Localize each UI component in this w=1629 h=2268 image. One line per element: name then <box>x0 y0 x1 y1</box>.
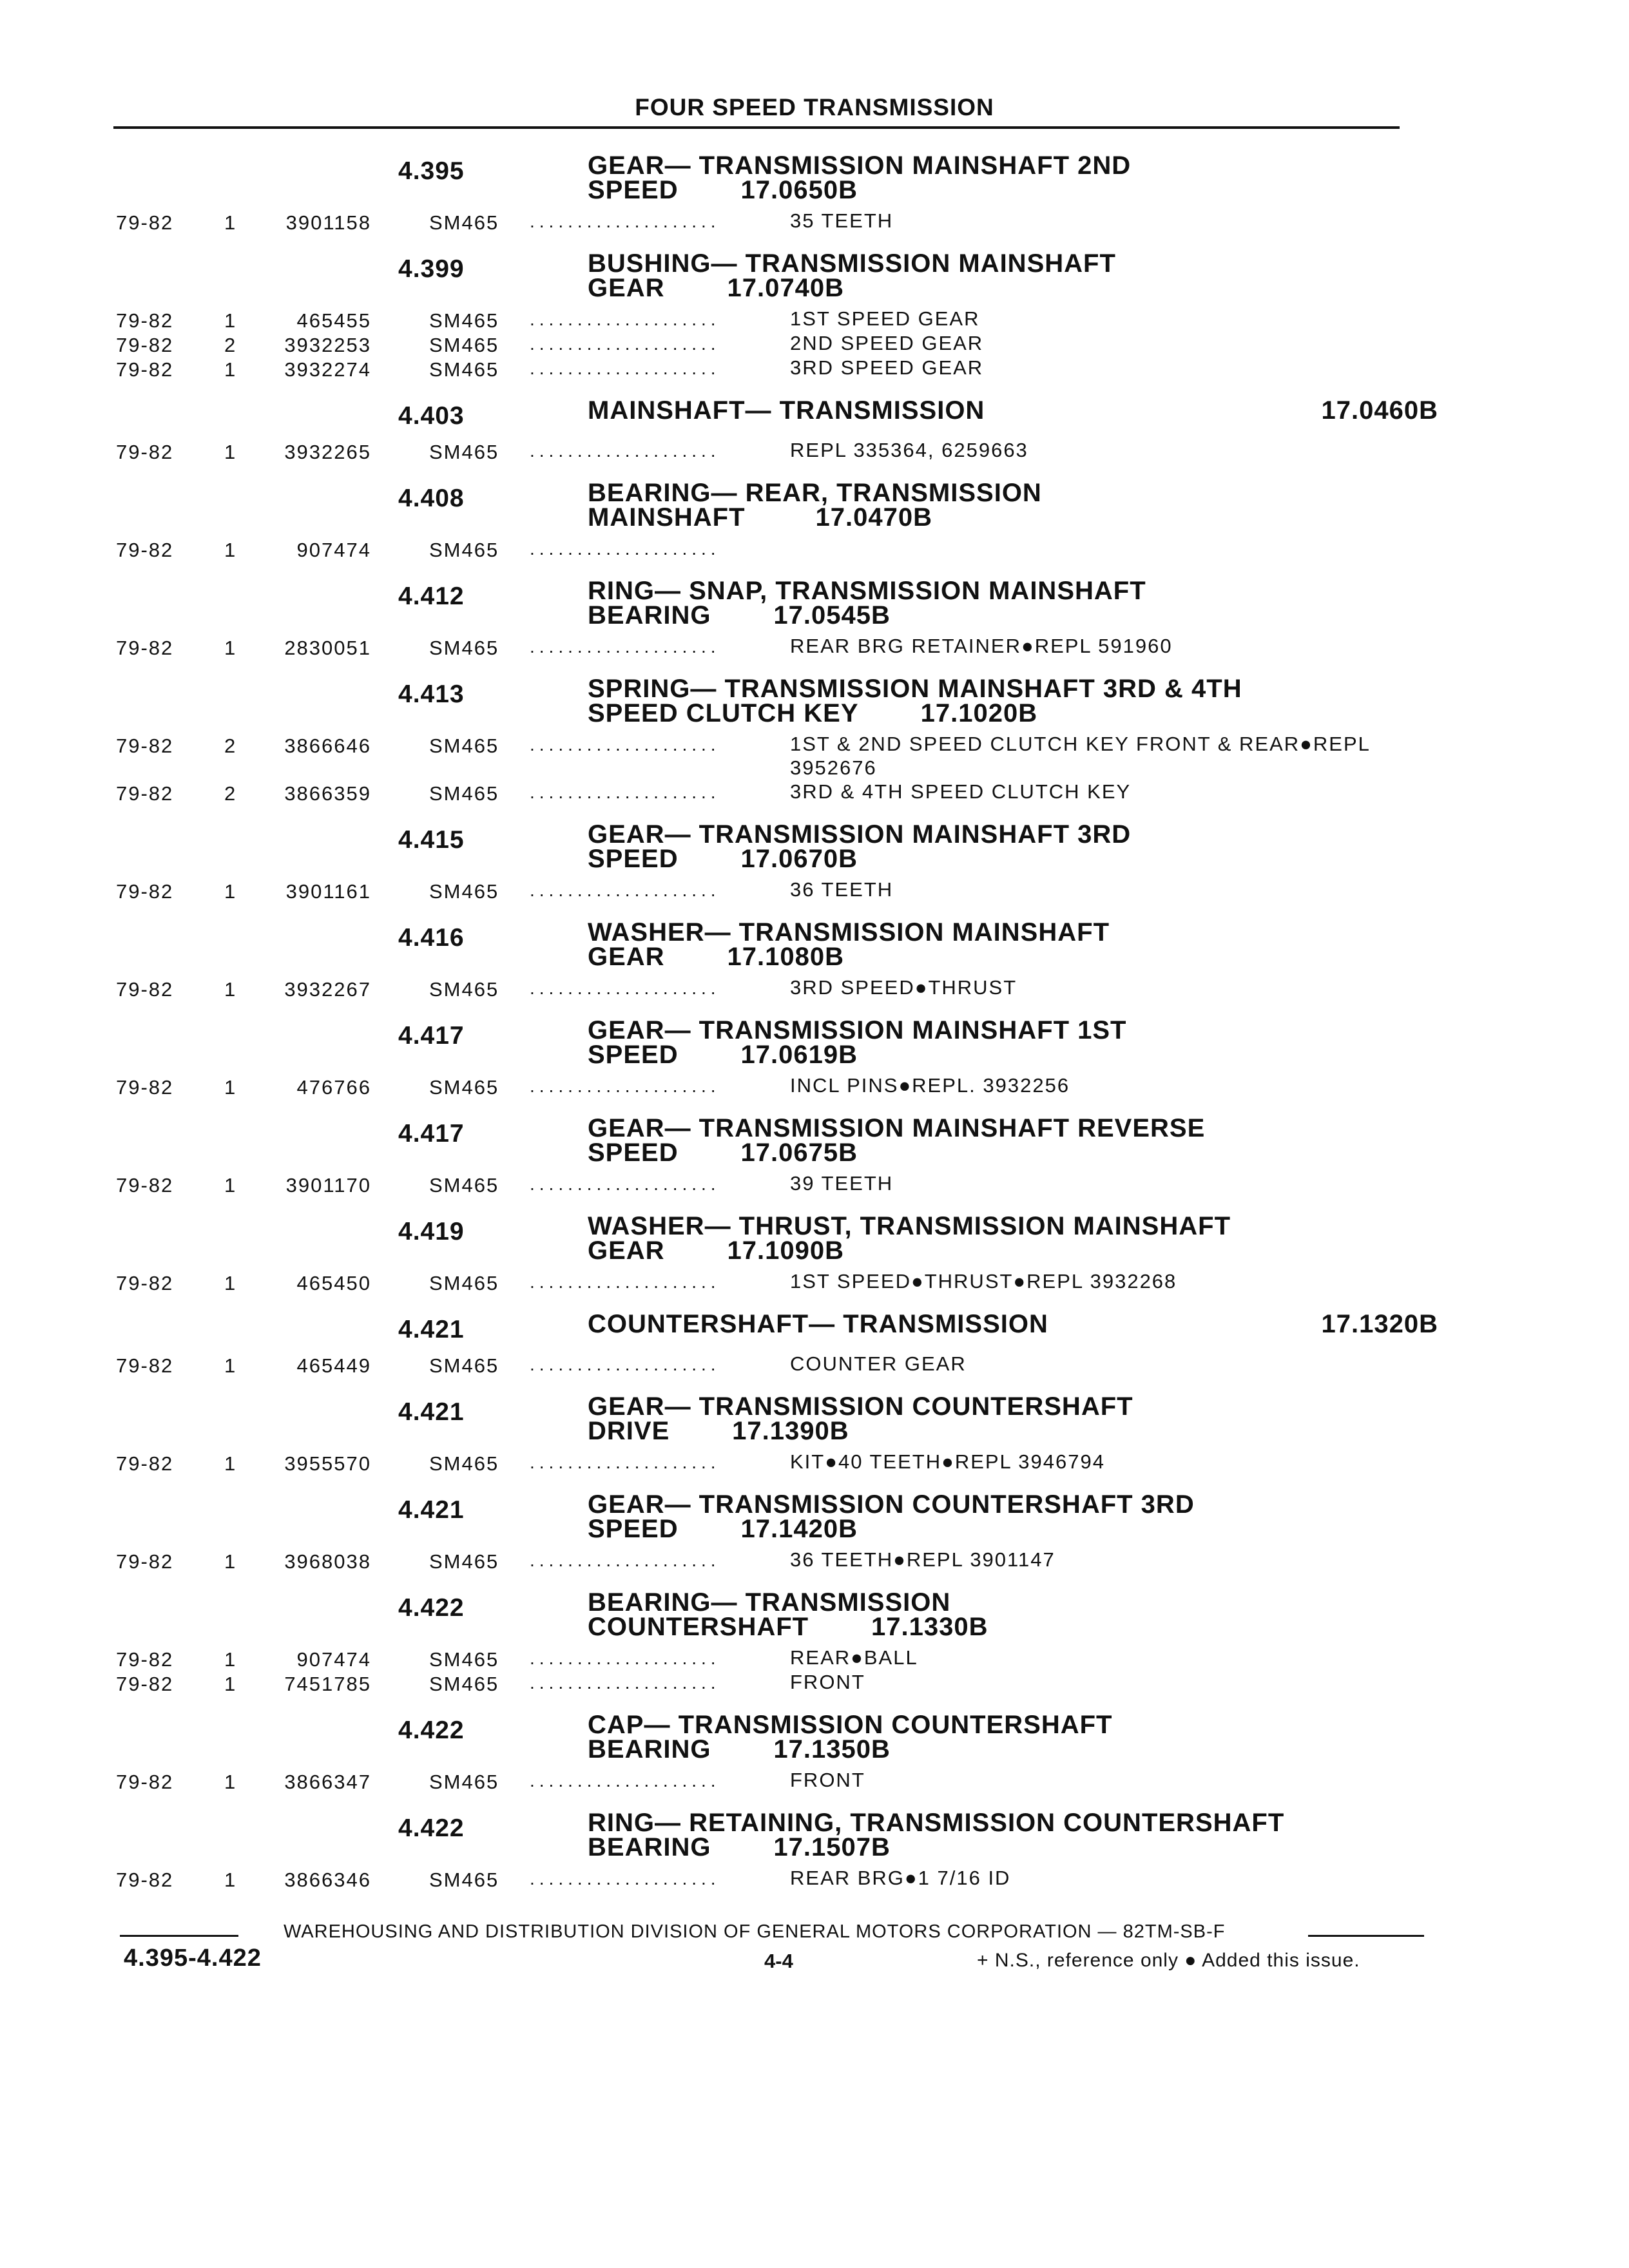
description-line: BEARING 17.0545B <box>588 601 891 629</box>
description-line: SPRING— TRANSMISSION MAINSHAFT 3RD & 4TH <box>588 675 1242 703</box>
model-years: 79-82 <box>116 1648 174 1671</box>
part-group <box>0 579 1629 677</box>
quantity: 1 <box>224 1076 237 1099</box>
group-ref-number: 4.421 <box>398 1496 465 1524</box>
group-description <box>588 398 1438 423</box>
part-group <box>0 398 1629 481</box>
group-description <box>588 1116 1438 1165</box>
model-years: 79-82 <box>116 334 174 356</box>
part-group <box>0 1018 1629 1116</box>
model-years: 79-82 <box>116 978 174 1001</box>
group-description <box>588 579 1438 628</box>
group-ref-number: 4.422 <box>398 1594 465 1622</box>
transmission-model: SM465 <box>429 978 499 1001</box>
part-note: REPL 335364, 6259663 <box>790 439 1028 461</box>
quantity: 1 <box>224 539 237 561</box>
quantity: 1 <box>224 1272 237 1294</box>
description-line: BUSHING— TRANSMISSION MAINSHAFT <box>588 249 1116 278</box>
footer-range: 4.395-4.422 <box>124 1945 262 1972</box>
model-years: 79-82 <box>116 1174 174 1196</box>
quantity: 1 <box>224 309 237 332</box>
transmission-model: SM465 <box>429 334 499 356</box>
group-header <box>0 1713 1629 1768</box>
group-code: 17.0460B <box>1321 396 1438 425</box>
model-years: 79-82 <box>116 539 174 561</box>
part-number: 3932253 <box>284 334 371 356</box>
group-description <box>588 1492 1438 1541</box>
part-note: 39 TEETH <box>790 1172 894 1195</box>
part-note: 2ND SPEED GEAR <box>790 332 984 354</box>
quantity: 1 <box>224 441 237 463</box>
part-number: 476766 <box>296 1076 371 1099</box>
group-description <box>588 1811 1438 1860</box>
group-header <box>0 1116 1629 1171</box>
quantity: 1 <box>224 1452 237 1475</box>
part-number: 907474 <box>296 539 371 561</box>
description-line: SPEED CLUTCH KEY 17.1020B <box>588 699 1038 727</box>
part-row <box>0 780 1629 804</box>
leader-dots: .................... <box>530 441 720 461</box>
part-group <box>0 1811 1629 1908</box>
quantity: 2 <box>224 334 237 356</box>
footer-rule-left <box>120 1935 238 1937</box>
description-line: CAP— TRANSMISSION COUNTERSHAFT <box>588 1711 1113 1739</box>
quantity: 1 <box>224 880 237 903</box>
group-ref-number: 4.417 <box>398 1120 465 1148</box>
description-line: COUNTERSHAFT 17.1330B <box>588 1613 988 1641</box>
transmission-model: SM465 <box>429 1648 499 1671</box>
part-number: 3932267 <box>284 978 371 1001</box>
footer-legend: + N.S., reference only ● Added this issue. <box>977 1950 1360 1971</box>
model-years: 79-82 <box>116 1452 174 1475</box>
leader-dots: .................... <box>530 309 720 329</box>
part-note: REAR BRG RETAINER●REPL 591960 <box>790 635 1173 657</box>
group-ref-number: 4.421 <box>398 1316 465 1343</box>
leader-dots: .................... <box>530 637 720 657</box>
description-line: WASHER— THRUST, TRANSMISSION MAINSHAFT <box>588 1212 1231 1240</box>
part-number: 3866359 <box>284 782 371 805</box>
part-note: FRONT <box>790 1671 865 1693</box>
transmission-model: SM465 <box>429 637 499 659</box>
part-number: 3866347 <box>284 1771 371 1793</box>
part-note: 3RD SPEED GEAR <box>790 356 984 379</box>
part-group <box>0 677 1629 822</box>
transmission-model: SM465 <box>429 1869 499 1891</box>
description-line: SPEED 17.0675B <box>588 1139 858 1167</box>
group-description <box>588 481 1438 530</box>
quantity: 1 <box>224 1354 237 1377</box>
part-number: 3901158 <box>285 211 371 234</box>
group-description <box>588 677 1438 726</box>
description-line: GEAR— TRANSMISSION MAINSHAFT 2ND <box>588 151 1132 180</box>
quantity: 1 <box>224 358 237 381</box>
part-row <box>0 878 1629 902</box>
group-header <box>0 153 1629 209</box>
transmission-model: SM465 <box>429 1354 499 1377</box>
leader-dots: .................... <box>530 1648 720 1668</box>
part-number: 3901161 <box>285 880 371 903</box>
model-years: 79-82 <box>116 358 174 381</box>
description-line: GEAR 17.0740B <box>588 274 844 302</box>
transmission-model: SM465 <box>429 211 499 234</box>
description-line: BEARING— REAR, TRANSMISSION <box>588 479 1042 507</box>
parts-list <box>0 153 1629 1908</box>
part-group <box>0 1590 1629 1713</box>
part-row <box>0 634 1629 658</box>
description-line: GEAR 17.1090B <box>588 1236 844 1265</box>
group-description <box>588 1018 1438 1067</box>
model-years: 79-82 <box>116 1869 174 1891</box>
part-number: 3866646 <box>284 735 371 757</box>
leader-dots: .................... <box>530 1174 720 1194</box>
part-group <box>0 153 1629 251</box>
quantity: 1 <box>224 1174 237 1196</box>
quantity: 1 <box>224 1550 237 1573</box>
part-number: 465455 <box>296 309 371 332</box>
group-ref-number: 4.422 <box>398 1814 465 1842</box>
group-header <box>0 1811 1629 1866</box>
leader-dots: .................... <box>530 1869 720 1888</box>
part-row <box>0 209 1629 233</box>
part-row <box>0 975 1629 1000</box>
model-years: 79-82 <box>116 1354 174 1377</box>
page-title: FOUR SPEED TRANSMISSION <box>635 94 994 120</box>
part-note: 1ST & 2ND SPEED CLUTCH KEY FRONT & REAR●REPL 3952676 <box>790 733 1370 779</box>
model-years: 79-82 <box>116 735 174 757</box>
transmission-model: SM465 <box>429 782 499 805</box>
model-years: 79-82 <box>116 880 174 903</box>
description-line: SPEED 17.0670B <box>588 845 858 873</box>
part-group <box>0 822 1629 920</box>
transmission-model: SM465 <box>429 1550 499 1573</box>
part-note: 36 TEETH●REPL 3901147 <box>790 1548 1055 1571</box>
part-group <box>0 920 1629 1018</box>
part-row <box>0 1866 1629 1890</box>
model-years: 79-82 <box>116 1771 174 1793</box>
part-note: FRONT <box>790 1769 865 1791</box>
leader-dots: .................... <box>530 539 720 559</box>
group-header <box>0 920 1629 975</box>
transmission-model: SM465 <box>429 1174 499 1196</box>
group-header <box>0 1018 1629 1073</box>
part-number: 465449 <box>296 1354 371 1377</box>
leader-dots: .................... <box>530 1076 720 1096</box>
model-years: 79-82 <box>116 637 174 659</box>
leader-dots: .................... <box>530 1452 720 1472</box>
footer-rule-right <box>1308 1935 1424 1937</box>
part-row <box>0 1073 1629 1098</box>
part-note: 1ST SPEED●THRUST●REPL 3932268 <box>790 1270 1177 1293</box>
part-number: 907474 <box>296 1648 371 1671</box>
group-description <box>588 1312 1438 1336</box>
part-row <box>0 536 1629 561</box>
description-line: RING— SNAP, TRANSMISSION MAINSHAFT <box>588 577 1146 605</box>
description-line: COUNTERSHAFT— TRANSMISSION <box>588 1310 1048 1338</box>
group-header <box>0 677 1629 732</box>
part-row <box>0 1450 1629 1474</box>
description-line: GEAR— TRANSMISSION MAINSHAFT REVERSE <box>588 1114 1206 1142</box>
group-description <box>588 1590 1438 1639</box>
part-row <box>0 1269 1629 1294</box>
transmission-model: SM465 <box>429 880 499 903</box>
quantity: 1 <box>224 1869 237 1891</box>
description-line: MAINSHAFT— TRANSMISSION <box>588 396 985 425</box>
model-years: 79-82 <box>116 1673 174 1695</box>
quantity: 2 <box>224 735 237 757</box>
description-line: BEARING 17.1350B <box>588 1735 891 1763</box>
part-group <box>0 1713 1629 1811</box>
part-row <box>0 732 1629 780</box>
group-ref-number: 4.399 <box>398 255 465 283</box>
leader-dots: .................... <box>530 1673 720 1693</box>
part-group <box>0 251 1629 398</box>
description-line: DRIVE 17.1390B <box>588 1417 849 1445</box>
part-note: 36 TEETH <box>790 878 894 901</box>
leader-dots: .................... <box>530 880 720 900</box>
part-number: 2830051 <box>284 637 371 659</box>
group-ref-number: 4.413 <box>398 680 465 708</box>
group-ref-number: 4.421 <box>398 1398 465 1426</box>
part-note: 1ST SPEED GEAR <box>790 307 980 330</box>
group-description <box>588 1214 1438 1263</box>
part-note: COUNTER GEAR <box>790 1352 967 1375</box>
description-line: RING— RETAINING, TRANSMISSION COUNTERSHAFT <box>588 1809 1285 1837</box>
quantity: 1 <box>224 1771 237 1793</box>
part-number: 3955570 <box>284 1452 371 1475</box>
transmission-model: SM465 <box>429 1673 499 1695</box>
part-group <box>0 481 1629 579</box>
leader-dots: .................... <box>530 735 720 754</box>
part-number: 7451785 <box>284 1673 371 1695</box>
model-years: 79-82 <box>116 1550 174 1573</box>
part-number: 465450 <box>296 1272 371 1294</box>
part-number: 3901170 <box>285 1174 371 1196</box>
part-note: 3RD SPEED●THRUST <box>790 976 1017 999</box>
part-row <box>0 1548 1629 1572</box>
group-description <box>588 251 1438 300</box>
description-line: GEAR— TRANSMISSION MAINSHAFT 3RD <box>588 820 1132 849</box>
leader-dots: .................... <box>530 211 720 231</box>
part-group <box>0 1116 1629 1214</box>
part-row <box>0 1352 1629 1376</box>
transmission-model: SM465 <box>429 1452 499 1475</box>
transmission-model: SM465 <box>429 441 499 463</box>
group-header <box>0 1590 1629 1646</box>
part-row <box>0 1768 1629 1792</box>
transmission-model: SM465 <box>429 1272 499 1294</box>
part-note: REAR BRG●1 7/16 ID <box>790 1867 1011 1889</box>
leader-dots: .................... <box>530 782 720 802</box>
description-line: MAINSHAFT 17.0470B <box>588 503 933 532</box>
group-header <box>0 579 1629 634</box>
group-code: 17.1320B <box>1321 1310 1438 1338</box>
leader-dots: .................... <box>530 334 720 354</box>
leader-dots: .................... <box>530 978 720 998</box>
quantity: 2 <box>224 782 237 805</box>
quantity: 1 <box>224 978 237 1001</box>
part-note: REAR●BALL <box>790 1646 918 1669</box>
part-number: 3932274 <box>284 358 371 381</box>
model-years: 79-82 <box>116 782 174 805</box>
part-group <box>0 1214 1629 1312</box>
model-years: 79-82 <box>116 441 174 463</box>
description-line: GEAR— TRANSMISSION COUNTERSHAFT 3RD <box>588 1490 1195 1519</box>
group-description <box>588 153 1438 202</box>
group-ref-number: 4.395 <box>398 157 465 185</box>
footer-page-number: 4-4 <box>764 1950 793 1972</box>
title-rule <box>113 126 1400 129</box>
transmission-model: SM465 <box>429 1076 499 1099</box>
part-number: 3932265 <box>284 441 371 463</box>
leader-dots: .................... <box>530 358 720 378</box>
group-header <box>0 481 1629 536</box>
group-ref-number: 4.412 <box>398 582 465 610</box>
group-ref-number: 4.416 <box>398 924 465 952</box>
group-header <box>0 1312 1629 1352</box>
group-ref-number: 4.408 <box>398 485 465 512</box>
description-line: SPEED 17.0650B <box>588 176 858 204</box>
group-description <box>588 822 1438 871</box>
model-years: 79-82 <box>116 211 174 234</box>
transmission-model: SM465 <box>429 309 499 332</box>
part-row <box>0 1670 1629 1695</box>
quantity: 1 <box>224 637 237 659</box>
group-description <box>588 1394 1438 1443</box>
group-description <box>588 1713 1438 1762</box>
transmission-model: SM465 <box>429 539 499 561</box>
part-row <box>0 331 1629 356</box>
part-number: 3968038 <box>284 1550 371 1573</box>
description-line: BEARING 17.1507B <box>588 1833 891 1861</box>
group-description <box>588 920 1438 969</box>
model-years: 79-82 <box>116 309 174 332</box>
part-row <box>0 1646 1629 1670</box>
group-header <box>0 1394 1629 1450</box>
description-line: WASHER— TRANSMISSION MAINSHAFT <box>588 918 1110 947</box>
transmission-model: SM465 <box>429 1771 499 1793</box>
model-years: 79-82 <box>116 1272 174 1294</box>
description-line: BEARING— TRANSMISSION <box>588 1588 951 1617</box>
description-line: GEAR— TRANSMISSION COUNTERSHAFT <box>588 1392 1133 1421</box>
part-number: 3866346 <box>284 1869 371 1891</box>
quantity: 1 <box>224 1648 237 1671</box>
quantity: 1 <box>224 211 237 234</box>
group-header <box>0 1214 1629 1269</box>
group-ref-number: 4.403 <box>398 402 465 430</box>
group-ref-number: 4.415 <box>398 826 465 854</box>
group-header <box>0 1492 1629 1548</box>
transmission-model: SM465 <box>429 735 499 757</box>
group-ref-number: 4.422 <box>398 1716 465 1744</box>
leader-dots: .................... <box>530 1771 720 1791</box>
part-group <box>0 1492 1629 1590</box>
description-line: GEAR— TRANSMISSION MAINSHAFT 1ST <box>588 1016 1127 1044</box>
part-group <box>0 1394 1629 1492</box>
part-row <box>0 1171 1629 1196</box>
group-ref-number: 4.417 <box>398 1022 465 1050</box>
part-row <box>0 356 1629 380</box>
group-ref-number: 4.419 <box>398 1218 465 1245</box>
leader-dots: .................... <box>530 1354 720 1374</box>
part-note: 3RD & 4TH SPEED CLUTCH KEY <box>790 780 1132 803</box>
group-header <box>0 822 1629 878</box>
description-line: GEAR 17.1080B <box>588 943 844 971</box>
description-line: SPEED 17.1420B <box>588 1515 858 1543</box>
model-years: 79-82 <box>116 1076 174 1099</box>
part-note: 35 TEETH <box>790 209 894 232</box>
part-note: KIT●40 TEETH●REPL 3946794 <box>790 1450 1105 1473</box>
leader-dots: .................... <box>530 1272 720 1292</box>
part-note: INCL PINS●REPL. 3932256 <box>790 1074 1070 1097</box>
description-line: SPEED 17.0619B <box>588 1041 858 1069</box>
transmission-model: SM465 <box>429 358 499 381</box>
quantity: 1 <box>224 1673 237 1695</box>
leader-dots: .................... <box>530 1550 720 1570</box>
part-group <box>0 1312 1629 1394</box>
part-row <box>0 438 1629 463</box>
group-header <box>0 251 1629 307</box>
part-row <box>0 307 1629 331</box>
footer-division: WAREHOUSING AND DISTRIBUTION DIVISION OF GENERAL MOTORS CORPORATION — 82TM-SB-F <box>284 1921 1226 1942</box>
group-header <box>0 398 1629 438</box>
